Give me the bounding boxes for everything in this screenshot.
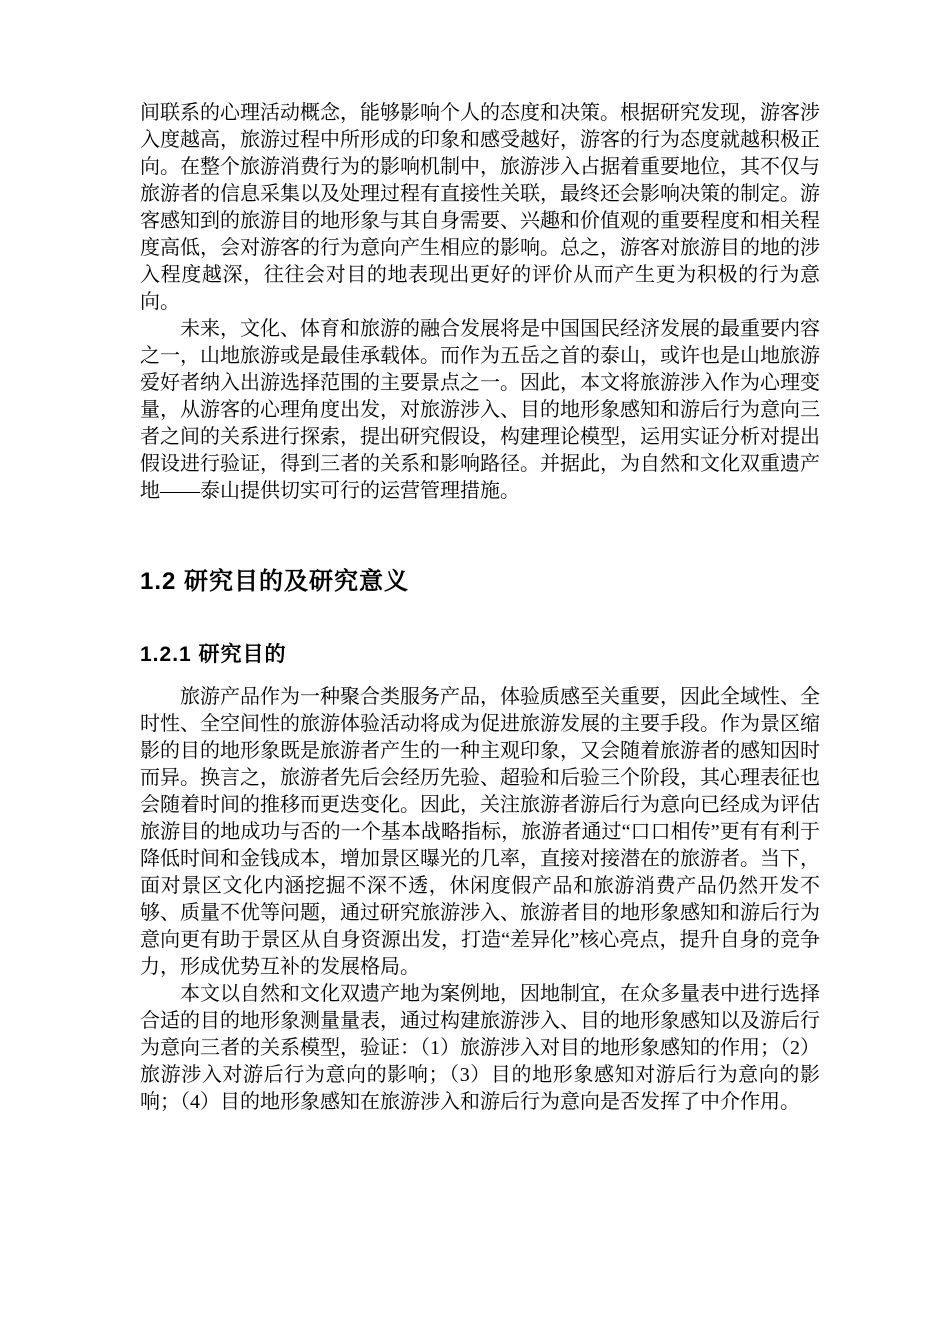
- subsection-heading-1-2-1: 1.2.1 研究目的: [140, 643, 287, 666]
- paragraph-research-purpose-2: 本文以自然和文化双遗产地为案例地，因地制宜，在众多量表中进行选择合适的目的地形象测量量表，通过构建旅游涉入、目的地形象感知以及游后行为意向三者的关系模型，验证：（1）旅游涉入对目的地形象感知的作用；（2）旅游涉入对游后行为意向的影响；（3）目的地形象感知对游后行为意向的影响；（4）目的地形象感知在旅游涉入和游后行为意向是否发挥了中介作用。: [140, 983, 820, 1113]
- section-heading-1-2: 1.2 研究目的及研究意义: [140, 568, 410, 595]
- paragraph-continuation: 间联系的心理活动概念，能够影响个人的态度和决策。根据研究发现，游客涉入度越高，旅游过程中所形成的印象和感受越好，游客的行为态度就越积极正向。在整个旅游消费行为的影响机制中，旅游涉入占据着重要地位，其不仅与旅游者的信息采集以及处理过程有直接性关联，最终还会影响决策的制定。游客感知到的旅游目的地形象与其自身需要、兴趣和价值观的重要程度和相关程度高低，会对游客的行为意向产生相应的影响。总之，游客对旅游目的地的涉入程度越深，往往会对目的地表现出更好的评价从而产生更为积极的行为意向。: [140, 102, 820, 313]
- page-content: [140, 100, 820, 1116]
- paragraph-research-purpose-1: 旅游产品作为一种聚合类服务产品，体验质感至关重要，因此全域性、全时性、全空间性的旅游体验活动将成为促进旅游发展的主要手段。作为景区缩影的目的地形象既是旅游者产生的一种主观印象，又会随着旅游者的感知因时而异。换言之，旅游者先后会经历先验、超验和后验三个阶段，其心理表征也会随着时间的推移而更迭变化。因此，关注旅游者游后行为意向已经成为评估旅游目的地成功与否的一个基本战略指标，旅游者通过“口口相传”更有有利于降低时间和金钱成本，增加景区曝光的几率，直接对接潜在的旅游者。当下，面对景区文化内涵挖掘不深不透，休闲度假产品和旅游消费产品仍然开发不够、质量不优等问题，通过研究旅游涉入、旅游者目的地形象感知和游后行为意向更有助于景区从自身资源出发，打造“差异化”核心亮点，提升自身的竞争力，形成优势互补的发展格局。: [140, 686, 820, 978]
- paragraph-future-development: 未来，文化、体育和旅游的融合发展将是中国国民经济发展的最重要内容之一，山地旅游或是最佳承载体。而作为五岳之首的泰山，或许也是山地旅游爱好者纳入出游选择范围的主要景点之一。因此，本文将旅游涉入作为心理变量，从游客的心理角度出发，对旅游涉入、目的地形象感知和游后行为意向三者之间的关系进行探索，提出研究假设，构建理论模型，运用实证分析对提出假设进行验证，得到三者的关系和影响路径。并据此，为自然和文化双重遗产地——泰山提供切实可行的运营管理措施。: [140, 318, 820, 502]
